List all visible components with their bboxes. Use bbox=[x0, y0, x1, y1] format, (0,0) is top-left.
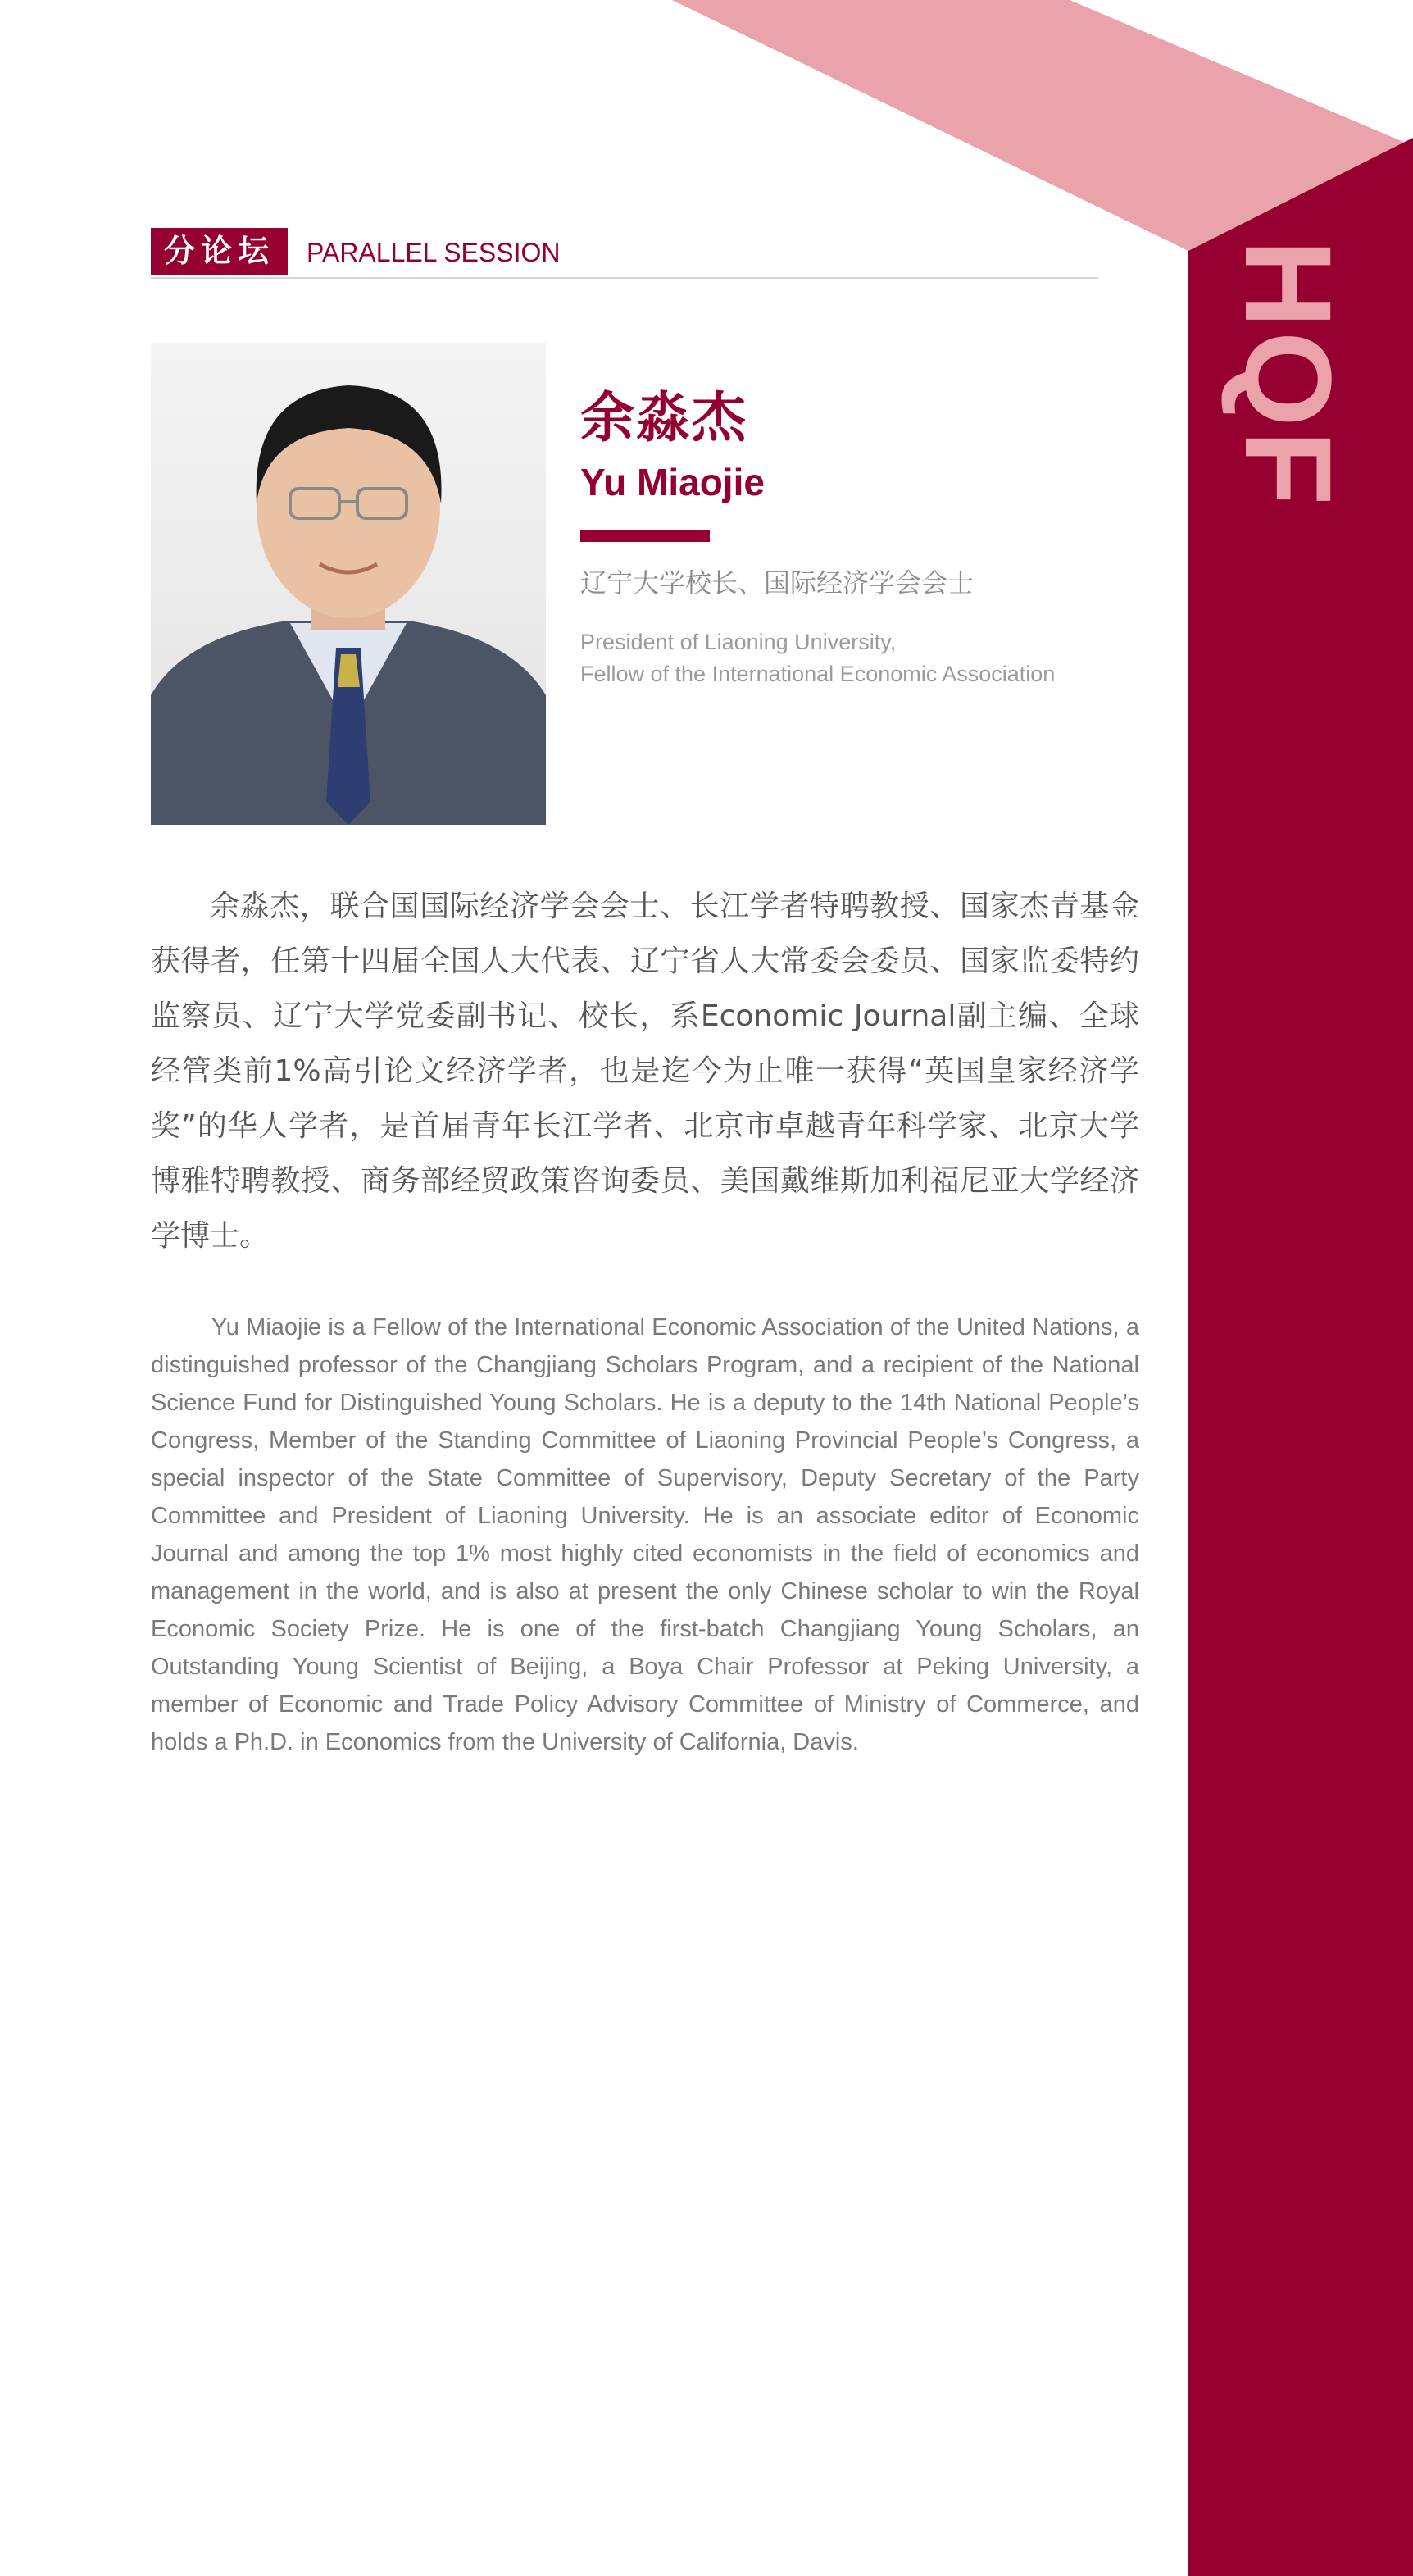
brand-logo-text: HQF bbox=[1220, 239, 1357, 509]
biography-en: Yu Miaojie is a Fellow of the International Economic Association of the United Nations, a distinguished professor of the Changjiang Scholars Program, and a recipient of the National Science Fund for Distinguished Young Scholars. He is a deputy to the 14th National People’s Congress, Member of the Standing Committee of Liaoning Provincial People’s Congress, a special inspector of the State Committee of Supervisory, Deputy Secretary of the Party Committee and President of Liaoning University. He is an associate editor of Economic Journal and among the top 1% most highly cited economists in the field of economics and management in the world, and is also at present the only Chinese scholar to win the Royal Economic Society Prize. He is one of the first-batch Changjiang Young Scholars, an Outstanding Young Scientist of Beijing, a Boya Chair Professor at Peking University, a member of Economic and Trade Policy Advisory Committee of Ministry of Commerce, and holds a Ph.D. in Economics from the University of California, Davis. bbox=[151, 1314, 1139, 1755]
session-label-en: PARALLEL SESSION bbox=[307, 238, 561, 267]
name-underline-divider bbox=[580, 530, 710, 542]
speaker-title-cn: 辽宁大学校长、国际经济学会会士 bbox=[580, 568, 975, 598]
speaker-name-en: Yu Miaojie bbox=[580, 461, 765, 503]
session-label-cn: 分论坛 bbox=[151, 228, 288, 275]
biography-cn: 余淼杰，联合国国际经济学会会士、长江学者特聘教授、国家杰青基金获得者，任第十四届全国人大代表、辽宁省人大常委会委员、国家监委特约监察员、辽宁大学党委副书记、校长，系Economic Journal副主编、全球经管类前1%高引论文经济学者，也是迄今为止唯一获得“英国皇家经济学奖”的华人学者，是首届青年长江学者、北京市卓越青年科学家、北京大学博雅特聘教授、商务部经贸政策咨询委员、美国戴维斯加利福尼亚大学经济学博士。 bbox=[151, 890, 1139, 1253]
speaker-title-en-line1: President of Liaoning University, bbox=[580, 630, 897, 654]
speaker-name-cn: 余淼杰 bbox=[580, 387, 747, 448]
speaker-title-en-line2: Fellow of the International Economic Association bbox=[580, 662, 1056, 686]
speaker-portrait-icon bbox=[151, 343, 546, 825]
session-header bbox=[151, 228, 1098, 279]
speaker-photo bbox=[151, 343, 546, 825]
